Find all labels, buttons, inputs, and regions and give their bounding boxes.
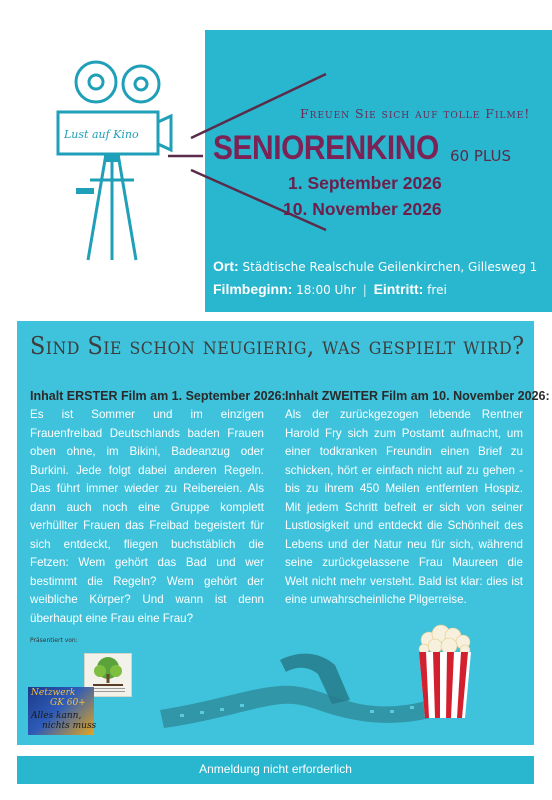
- start-label: Filmbeginn:: [213, 281, 293, 297]
- film1-heading: Inhalt ERSTER Film am 1. September 2026:: [30, 389, 286, 403]
- netzwerk-logo-line3: Alles kann,: [31, 711, 82, 721]
- venue-line: [213, 258, 537, 274]
- netzwerk-logo-line1: Netzwerk: [31, 688, 76, 698]
- registration-note: Anmeldung nicht erforderlich: [199, 762, 352, 776]
- film1-description: Es ist Sommer und im einzigen Frauenfreibad Deutschlands baden Frauen oben ohne, im Bikini, Badeanzug oder Burkini. Jede folgt dabei anderen Regeln. Das führt immer wieder zu Reibereien. Als dann auch noch eine Gruppe komplett verhüllter Frauen das Freibad begeistert für sich entdeckt, fliegen buchstäblich die Fetzen: Wem gehört das Bad und wer bestimmt die Regeln? Wem gehört der weibliche Körper? Und wann ist denn überhaupt eine Frau eine Frau?: [30, 408, 264, 625]
- netzwerk-logo-line2: GK 60+: [50, 698, 86, 708]
- tagline: Freuen Sie sich auf tolle Filme!: [300, 106, 531, 121]
- start-value: 18:00 Uhr: [296, 283, 356, 297]
- venue-value: Städtische Realschule Geilenkirchen, Gillesweg 1: [242, 260, 538, 274]
- separator: |: [362, 283, 367, 297]
- entry-label: Eintritt:: [373, 281, 424, 297]
- headline: Sind Sie schon neugierig, was gespielt wird?: [30, 332, 525, 360]
- film2-heading: Inhalt ZWEITER Film am 10. November 2026:: [285, 389, 550, 403]
- projector-label: Lust auf Kino: [64, 128, 139, 141]
- date-first: 1. September 2026: [288, 173, 442, 193]
- film2-description: Als der zurückgezogen lebende Rentner Harold Fry sich zum Postamt aufmacht, um einer todkranken Freundin einen Brief zu schicken, hört er einfach nicht auf zu gehen - bis zu ihrem 450 Meilen entfernten Hospiz. Mit jedem Schritt befreit er sich von seiner Lustlosigkeit und entdeckt die Schönheit des Lebens und der Natur neu für sich, während seine zurückgelassene Frau Maureen die Welt nicht mehr versteht. Bald ist klar: dies ist eine unwahrscheinliche Pilgerreise.: [285, 408, 523, 606]
- popcorn-icon: [415, 622, 475, 720]
- netzwerk-logo-line4: nichts muss: [42, 721, 97, 731]
- date-second: 10. November 2026: [283, 199, 442, 219]
- venue-label: Ort:: [213, 258, 239, 274]
- netzwerk-logo: [28, 687, 97, 735]
- entry-value: frei: [427, 283, 447, 297]
- time-line: [213, 281, 447, 297]
- page-subtitle: 60 PLUS: [450, 147, 512, 165]
- presented-by-label: Präsentiert von:: [30, 637, 78, 644]
- page-title: SENIORENKINO: [213, 129, 439, 167]
